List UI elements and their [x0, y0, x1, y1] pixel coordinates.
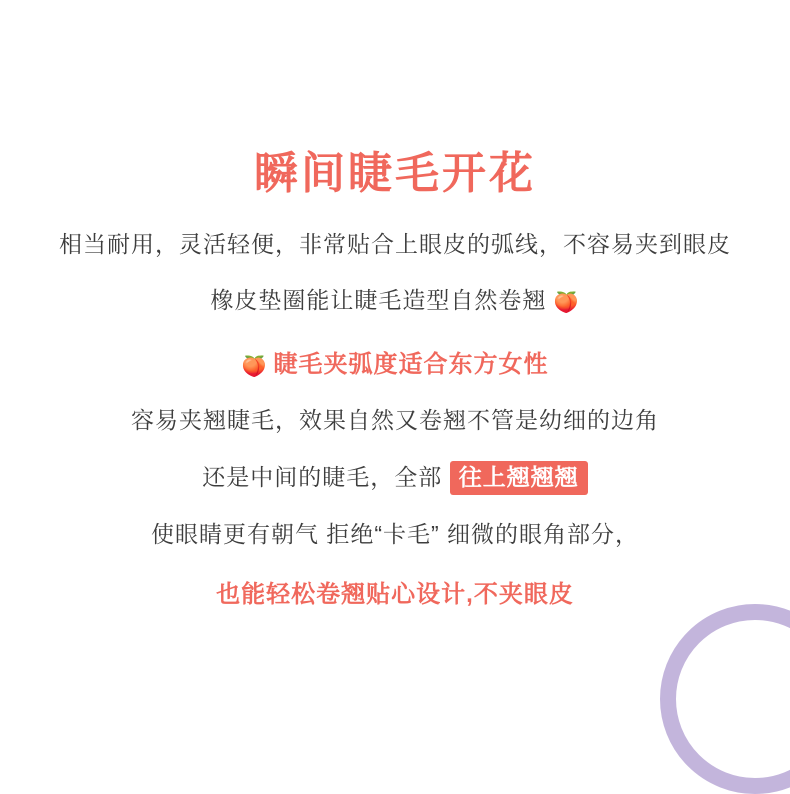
highlight-badge: 往上翘翘翘	[450, 461, 588, 496]
description-line-5: 使眼睛更有朝气 拒绝“卡毛” 细微的眼角部分，	[150, 521, 640, 548]
decorative-circle-arc	[660, 604, 790, 794]
description-line-4-prefix: 还是中间的睫毛，全部	[202, 463, 450, 490]
description-line-3: 容易夹翘睫毛，效果自然又卷翘不管是幼细的边角	[131, 407, 659, 434]
description-line-2	[0, 283, 790, 318]
peach-icon: 🍑	[241, 356, 268, 379]
page-title: 瞬间睫毛开花	[254, 149, 536, 198]
peach-icon: 🍑	[553, 292, 580, 315]
accent-closing-line: 也能轻松卷翘贴心设计,不夹眼皮	[216, 580, 574, 608]
description-line-1: 相当耐用，灵活轻便，非常贴合上眼皮的弧线，不容易夹到眼皮	[59, 230, 731, 257]
section-subtitle	[242, 344, 549, 379]
section-subtitle-text: 睫毛夹弧度适合东方女性	[273, 351, 549, 379]
description-line-2-text: 橡皮垫圈能让睫毛造型自然卷翘	[210, 287, 547, 314]
description-line-4	[0, 460, 790, 496]
